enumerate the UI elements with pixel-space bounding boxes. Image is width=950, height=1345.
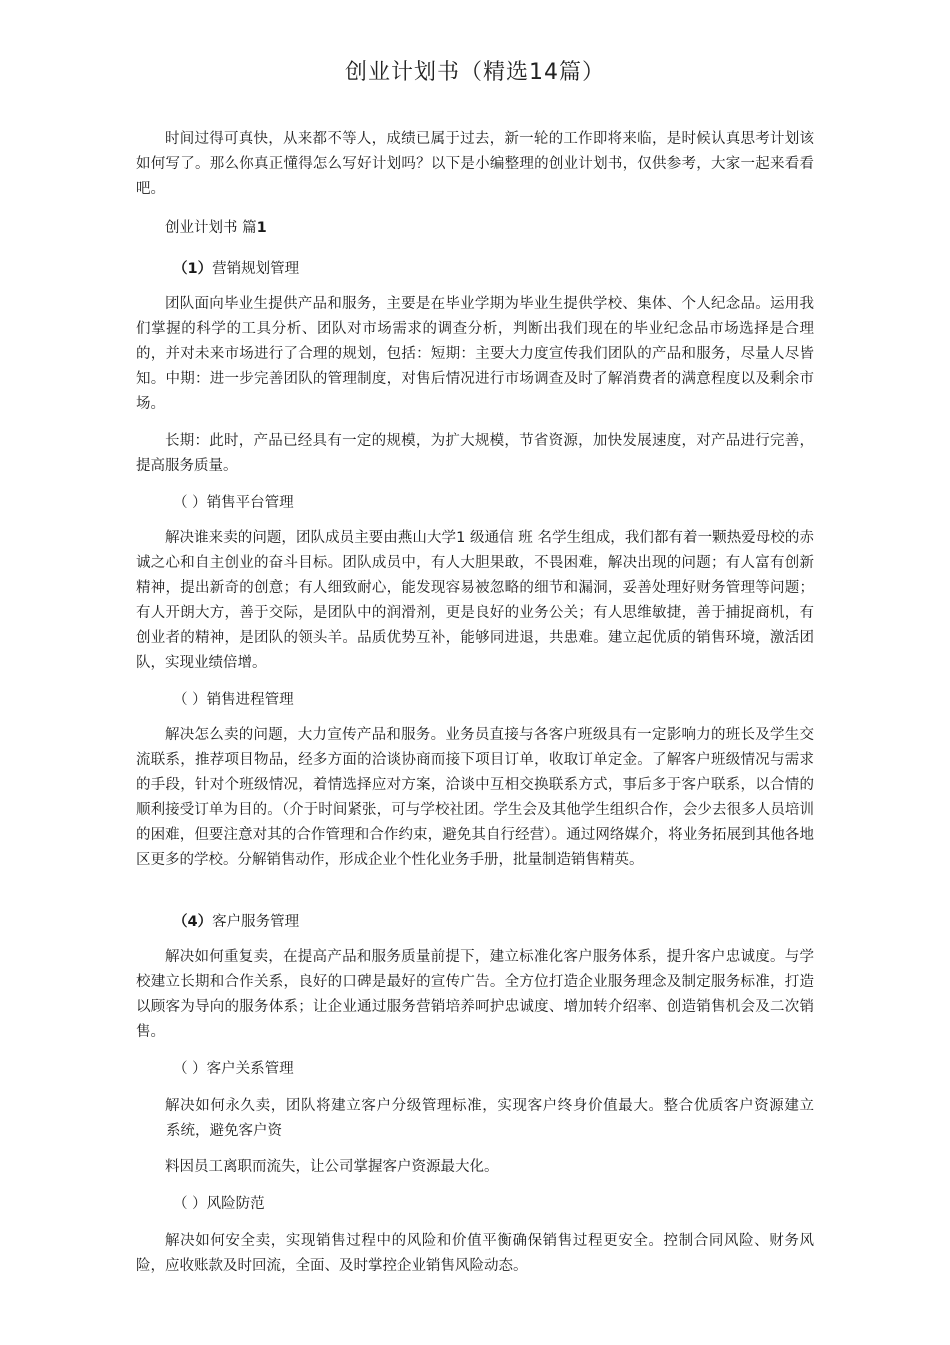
item-marker: （ ） xyxy=(173,1061,207,1077)
item-heading-text: 销售平台管理 xyxy=(206,495,294,511)
item-heading-sales-platform xyxy=(173,491,294,516)
body-paragraph: 解决如何安全卖，实现销售过程中的风险和价值平衡确保销售过程更安全。控制合同风险、财务风险，应收账款及时回流，全面、及时掌控企业销售风险动态。 xyxy=(136,1233,814,1274)
body-text: 系统，避免客户资 xyxy=(166,1123,282,1139)
item-marker: （ ） xyxy=(173,692,207,708)
item-heading-risk-prevention xyxy=(173,1192,265,1217)
body-paragraph: 团队面向毕业生提供产品和服务，主要是在毕业学期为毕业生提供学校、集体、个人纪念品。运用我们掌握的科学的工具分析、团队对市场需求的调查分析，判断出我们现在的毕业纪念品市场选择是合理的，并对未来市场进行了合理的规划，包括：短期：主要大力度宣传我们团队的产品和服务，尽量人尽皆知。中期：进一步完善团队的管理制度，对售后情况进行市场调查及时了解消费者的满意程度以及剩余市场。 xyxy=(136,296,814,412)
section-heading-label: 创业计划书 篇 xyxy=(165,220,257,236)
item-heading-customer-service xyxy=(173,910,299,935)
body-paragraph xyxy=(136,1094,814,1144)
body-paragraph: 长期：此时，产品已经具有一定的规模，为扩大规模，节省资源，加快发展速度，对产品进行完善，提高服务质量。 xyxy=(136,433,814,474)
section-heading-number: 1 xyxy=(256,220,267,236)
item-heading-text: 销售进程管理 xyxy=(206,692,294,708)
item-heading-text: 风险防范 xyxy=(206,1196,265,1212)
body-paragraph: 解决如何重复卖，在提高产品和服务质量前提下，建立标准化客户服务体系，提升客户忠诚度。与学校建立长期和合作关系，良好的口碑是最好的宣传广告。全方位打造企业服务理念及制定服务标准，打造以顾客为导向的服务体系；让企业通过服务营销培养呵护忠诚度、增加转介绍率、创造销售机会及二次销售。 xyxy=(136,949,814,1040)
item-marker: （4） xyxy=(173,914,213,930)
body-paragraph: 解决谁来卖的问题，团队成员主要由燕山大学1 级通信 班 名学生组成，我们都有着一颗热爱母校的赤诚之心和自主创业的奋斗目标。团队成员中，有人大胆果敢，不畏困难，解决出现的问题；有人富有创新精神，提出新奇的创意；有人细致耐心，能发现容易被忽略的细节和漏洞，妥善处理好财务管理等问题；有人开朗大方，善于交际，是团队中的润滑剂，更是良好的业务公关；有人思维敏捷，善于捕捉商机，有创业者的精神，是团队的领头羊。品质优势互补，能够同进退，共患难。建立起优质的销售环境，激活团队，实现业绩倍增。 xyxy=(136,530,814,671)
intro-paragraph: 时间过得可真快，从来都不等人，成绩已属于过去，新一轮的工作即将来临，是时候认真思考计划该如何写了。那么你真正懂得怎么写好计划吗？以下是小编整理的创业计划书，仅供参考，大家一起来看看吧。 xyxy=(136,131,814,197)
item-heading-sales-process xyxy=(173,688,294,713)
section-heading xyxy=(165,216,267,241)
item-heading-text: 营销规划管理 xyxy=(212,261,300,277)
item-marker: （ ） xyxy=(173,1196,207,1212)
item-heading-customer-relations xyxy=(173,1057,294,1082)
item-heading-text: 客户服务管理 xyxy=(212,914,300,930)
body-text: 解决如何永久卖，团队将建立客户分级管理标准，实现客户终身价值最大。整合优质客户资源建立 xyxy=(165,1098,814,1114)
body-paragraph: 解决怎么卖的问题，大力宣传产品和服务。业务员直接与各客户班级具有一定影响力的班长及学生交流联系，推荐项目物品，经多方面的洽谈协商而接下项目订单，收取订单定金。了解客户班级情况与需求的手段，针对个班级情况，着情选择应对方案，洽谈中互相交换联系方式，事后多于客户联系，以合情的顺利接受订单为目的。（介于时间紧张，可与学校社团。学生会及其他学生组织合作，会少去很多人员培训的困难，但要注意对其的合作管理和合作约束，避免其自行经营）。通过网络媒介，将业务拓展到其他各地区更多的学校。分解销售动作，形成企业个性化业务手册，批量制造销售精英。 xyxy=(136,727,814,868)
item-marker: （ ） xyxy=(173,495,207,511)
document-title: 创业计划书（精选14篇） xyxy=(345,60,605,85)
item-heading-marketing-planning xyxy=(173,257,299,282)
body-paragraph: 料因员工离职而流失，让公司掌握客户资源最大化。 xyxy=(165,1159,499,1175)
item-heading-text: 客户关系管理 xyxy=(206,1061,294,1077)
item-marker: （1） xyxy=(173,261,213,277)
